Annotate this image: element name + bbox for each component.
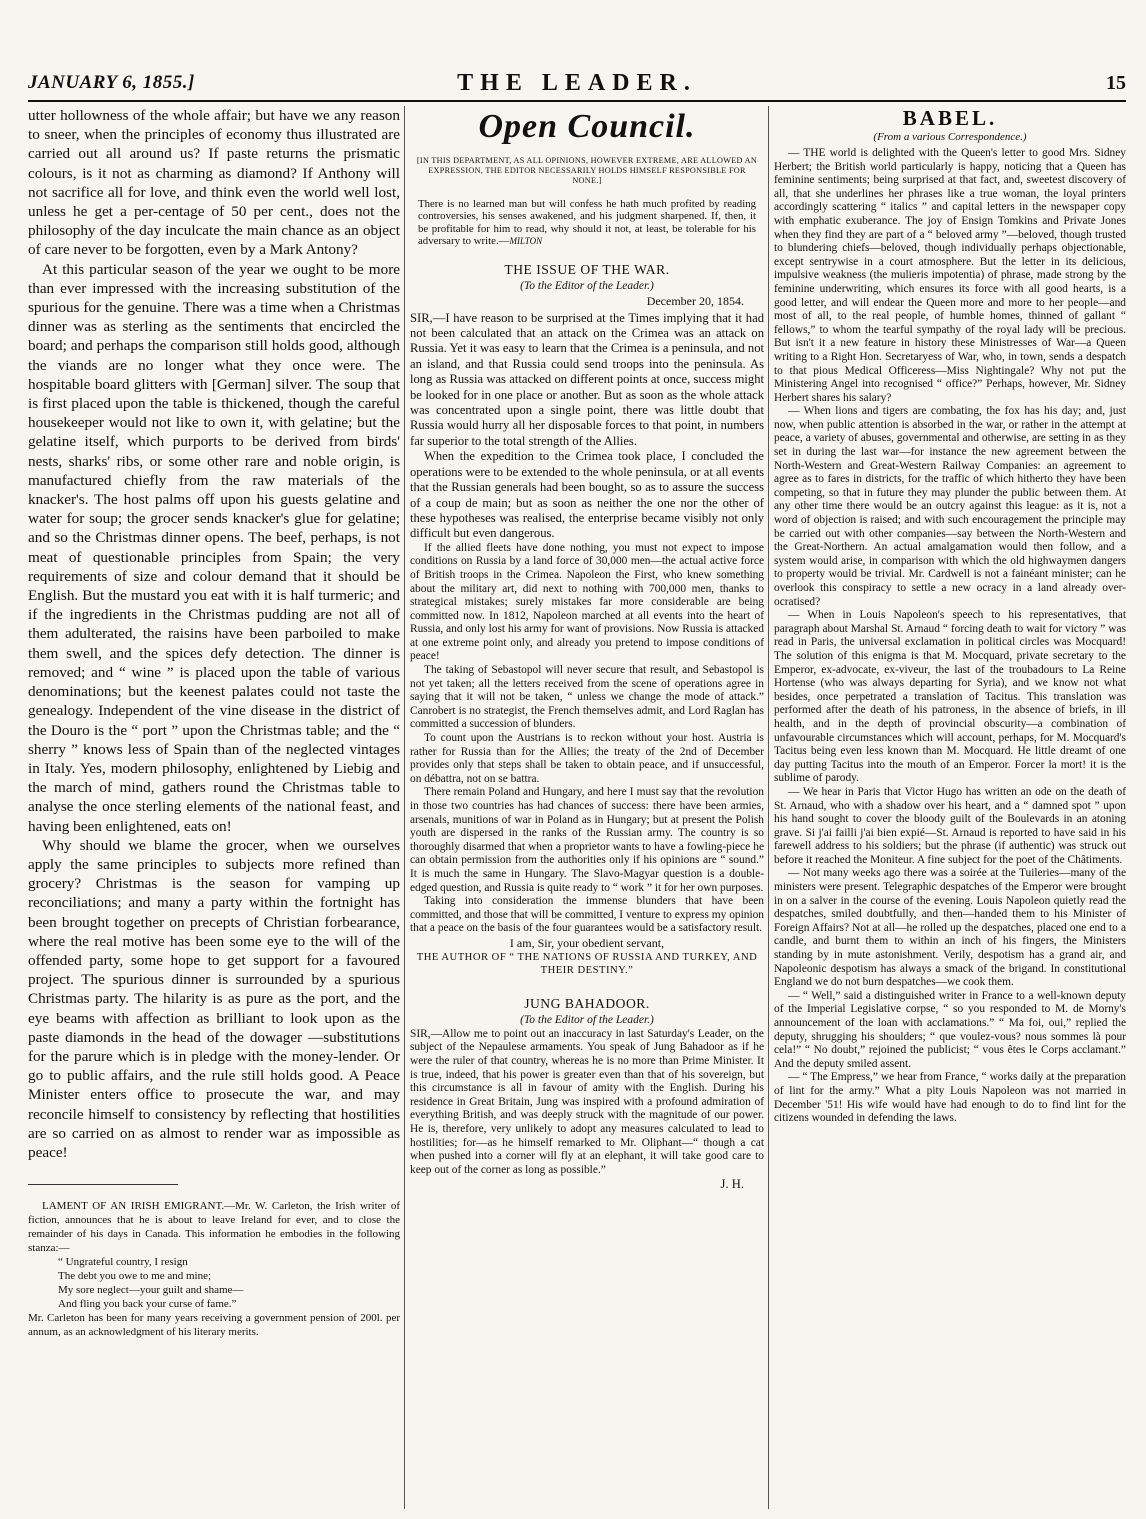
column-middle — [410, 106, 764, 1511]
paragraph: SIR,—Allow me to point out an inaccuracy in last Saturday's Leader, on the subject of the Nepaulese armaments. You speak of Jung Bahadoor as if he were the ruler of that country, whereas he is no more than Prime Minister. It is true, indeed, that his power is greater even than that of his sovereign, but this circumstance is all in favour of amity with the English. During his residence in Great Britain, Jung was inspired with a profound admiration of everything British, and was deeply struck with the magnitude of our power. He is, therefore, very unlikely to adopt any measures calculated to lead to hostilities; for—as he himself remarked to Mr. Oliphant—“ though a cat when pushed into a corner will fly at an elephant, it will take good care to keep out of the corner as long as possible.” — [410, 1027, 764, 1176]
lament-intro: LAMENT OF AN IRISH EMIGRANT.—Mr. W. Carleton, the Irish writer of fiction, announces that he is about to leave Ireland for ever, and to close the remainder of his days in Canada. This information he embodies in the following stanza:— — [28, 1200, 400, 1255]
lament-notice — [28, 1199, 400, 1339]
letter-body — [410, 1028, 764, 1178]
article-subtitle: (To the Editor of the Leader.) — [520, 1013, 654, 1026]
page-number: 15 — [1106, 72, 1126, 94]
column-left — [28, 106, 400, 1511]
paragraph: Taking into consideration the immense blunders that have been committed, and those that will be committed, I venture to express my opinion that a peace on the basis of the four guarantees would be a satisfactory result. — [410, 895, 764, 935]
paragraph: — “ Well,” said a distinguished writer in France to a well-known deputy of the Imperial Legislative corpse, “ so you responded to M. de Morny's announcement of the loan with acclamations.” “ Ma foi, oui,” replied the deputy, shrugging his shoulders; “ que voulez-vous? nous sommes là pour cela!” “ No doubt,” rejoined the publicist; “ vous êtes le Corps acclamant.” And the deputy smiled assent. — [774, 989, 1126, 1070]
paragraph: — We hear in Paris that Victor Hugo has written an ode on the death of St. Arnaud, who with a shadow over his heart, and a “ damned spot ” upon his hand sought to cover the bloody guilt of the Boulevards in an atoning grave. Si j'ai failli j'ai bien expié—St. Arnaud is reported to have said in his farewell address to his soldiers; but the phrase (if authentic) was struck out before it reached the Moniteur. A fine subject for the poet of the Châtiments. — [774, 785, 1126, 866]
paragraph: — “ The Empress,” we hear from France, “ works daily at the preparation of lint for the army.” What a pity Louis Napoleon was not married in December '51! His wife would have had enough to do to find lint for the citizens wounded in defending the laws. — [774, 1071, 1126, 1125]
editorial-disclaimer: [IN THIS DEPARTMENT, AS ALL OPINIONS, HOWEVER EXTREME, ARE ALLOWED AN EXPRESSION, THE EDITOR NECESSARILY HOLDS HIMSELF RESPONSIBLE FOR NONE.] — [416, 156, 758, 185]
verse-line: My sore neglect—your guilt and shame— — [58, 1284, 244, 1297]
article-title: THE ISSUE OF THE WAR. — [504, 261, 670, 277]
letter-date: December 20, 1854. — [646, 293, 744, 308]
epigraph-attribution: MILTON — [509, 236, 543, 247]
paragraph: At this particular season of the year we ought to be more than ever impressed with the increasing substitution of the spurious for the genuine. There was a time when a Christmas dinner was as sterling as the sentiments that encircled the board; and perhaps the comparison still holds good, although the viands are no longer what they once were. The hospitable board glitters with [German] silver. The soup that is first placed upon the table is thickened, though the careful housekeeper would not like to own it, with gelatine; but the gelatine itself, which purports to be derived from birds' nests, sharks' ribs, or some other rare and noble origin, is manufactured chiefly from the raw materials of the knacker's. The host palms off upon his guests gelatine and water for soup; the grocer sends knacker's glue for gelatine; and so the Christmas dinner opens. The beef, perhaps, is not meat of questionable principles from Spain; the very requirements of size and colour demand that it should be English. But the mustard you eat with it is half turmeric; and if the ingredients in the Christmas pudding are not all of them adulterated, the raisins have been parboiled to make them swell, and the spices defy detection. The dinner is removed; and “ wine ” is placed upon the table of various denominations; but the keenest palates could not taste the genealogy. Independent of the vine disease in the district of the Douro is the “ port ” upon the Christmas table; and the “ sherry ” knows less of Spain than of the neglected vintages in Italy. Yes, modern philosophy, enlightened by Liebig and the march of mind, gathers round the Christmas table to analyse the once sterling elements of the national feast, and having been enlightened, eats on! — [28, 260, 400, 835]
paragraph: There remain Poland and Hungary, and here I must say that the revolution in those two countries has had chances of success: there have been armies, arsenals, munitions of war in Poland as in Hungary; but at present the Polish youth are dispersed in the ranks of the Russian army. The country is so thoroughly disarmed that when a proprietor wants to have a fowling-piece he can obtain permission from the authorities only if his opinions are “ sound.” It is much the same in Hungary. The Slavo-Magyar question is a double-edged question, and Russia is quite ready to “ work ” it for her own purposes. — [410, 786, 764, 894]
section-subtitle: (From a various Correspondence.) — [873, 131, 1027, 143]
paragraph: — When in Louis Napoleon's speech to his representatives, that paragraph about Marshal St. Arnaud “ forcing death to wait for victory ” was read in Paris, the universal exclamation in political circles was Mocquard! The solution of this enigma is that M. Mocquard, private secretary to the Emperor, ex-advocate, ex-viveur, the last of the troubadours to La Reine Hortense (who was always departing for Syria), and we know not what besides, once perpetrated a translation of Tacitus. This translation was performed after the death of his patroness, in the absence of briefs, in ill health, and in the depth of provincial obscurity—a combination of unfavourable circumstances which will account, perhaps, for M. Mocquard's Tacitus being even less known than M. Mocquard. He little dreamt of one day putting Tacitus into the mouth of an Emperor. Forcer la mort! it is the sublime of parody. — [774, 609, 1126, 785]
section-title-babel: BABEL. — [902, 106, 998, 130]
masthead — [28, 66, 1126, 102]
letter-body-continued — [410, 542, 764, 936]
babel-items — [774, 147, 1126, 1126]
letter-body — [410, 311, 764, 542]
paragraph: If the allied fleets have done nothing, you must not expect to impose conditions on Russia by a land force of 30,000 men—the actual active force of British troops in the Crimea. Napoleon the First, who knew something about the military art, did next to nothing with 700,000 men, thanks to strategical mistakes; surely mistakes far more considerable are being committed now. In 1812, Napoleon marched at all events into the heart of Russia, and only lost his army for want of provisions. Now Russia is attacked at one extreme point only, and already you pretend to impose conditions of peace! — [410, 541, 764, 663]
paragraph: — Not many weeks ago there was a soirée at the Tuileries—many of the ministers were present. Telegraphic despatches of the Emperor were brought in on a salver in the course of the evening. Louis Napoleon quietly read the despatches, smiled doubtfully, and then—handed them to his Minister of Foreign Affairs? Not at all—he rolled up the despatches, placed one end to a candle, and burnt them to within an inch of his fingers, the Ministers standing by in mute astonishment. Verily, despotism has a grand air, and Napoleonic despotism has always a smack of the brigand. In constitutional England we do not burn despatches—we cook them. — [774, 867, 1126, 989]
epigraph-text: There is no learned man but will confess he hath much profited by reading controversies, his senses awakened, and his judgment sharpened. If, then, it be profitable for him to read, why should it not, at least, be tolerable for his adversary to write.— — [418, 198, 756, 248]
lament-note: Mr. Carleton has been for many years receiving a government pension of 200l. per annum, as an acknowledgment of his literary merits. — [28, 1312, 400, 1339]
column-rule — [768, 106, 769, 1509]
paragraph: To count upon the Austrians is to reckon without your host. Austria is rather for Russia than for the Allies; the treaty of the 2nd of December provides only that steps shall be taken to obtain peace, and if unsuccessful, on débattra, not on se battra. — [410, 732, 764, 785]
verse-line: The debt you owe to me and mine; — [58, 1270, 212, 1283]
verse-line: And fling you back your curse of fame.” — [58, 1298, 237, 1311]
section-divider — [28, 1184, 178, 1185]
column-right — [774, 106, 1126, 1511]
paragraph: The taking of Sebastopol will never secure that result, and Sebastopol is not yet taken; all the letters received from the scene of operations agree in saying that it will not be taken, “ unless we change the mode of attack.” Canrobert is no strategist, the French themselves admit, and Lord Raglan has committed a succession of blunders. — [410, 664, 764, 731]
milton-epigraph — [418, 198, 756, 248]
letter-signature: J. H. — [720, 1177, 744, 1192]
column-rule — [404, 106, 405, 1509]
letter-signoff: I am, Sir, your obedient servant, — [509, 935, 665, 950]
letter-author: THE AUTHOR OF “ THE NATIONS OF RUSSIA AND TURKEY, AND THEIR DESTINY.” — [416, 951, 758, 977]
article-title: JUNG BAHADOOR. — [524, 995, 650, 1011]
verse-line: “ Ungrateful country, I resign — [58, 1256, 188, 1269]
paragraph: Why should we blame the grocer, when we ourselves apply the same principles to subjects more refined than grocery? Christmas is the season for vamping up reconciliations; and many a party within the fortnight has been brought together on precepts of Christian forbearance, where the real motive has been some eye to the will of the offended party, some hope to get support for a favoured project. The spurious dinner is surrounded by a spurious Christmas party. The hilarity is as pure as the port, and the eye beams with affection as brilliant to look upon as the paste diamonds in the head of the dowager —substitutions for the parure which is in pledge with the money-lender. Or go to public affairs, and the rule still holds good. A Peace Minister enters office to prosecute the war, and may reconcile himself to consistency by reflecting that hostilities are so carried on as almost to render war as impossible as peace! — [28, 836, 400, 1161]
paragraph: When the expedition to the Crimea took place, I concluded the operations were to be extended to the whole peninsula, or at all events that the Russian generals had been bought, so as to assure the success of a coup de main; but as soon as neither the one nor the other of these hypotheses was realised, the enterprise became visibly not only difficult but even dangerous. — [410, 449, 764, 541]
paragraph: — THE world is delighted with the Queen's letter to good Mrs. Sidney Herbert; the British world particularly is happy, noticing that a Queen has feminine sentiments; being surprised at that fact, and, sweetest discovery of all, that she underlines her phrases like a true woman, the loyal printers accordingly scattering “ italics ” and capital letters in the newspaper copy with emphatic exuberance. The joy of Ensign Tomkins and Private Jones when they find they are part of a “ beloved army ”—beloved, though trusted to blundering chiefs—beloved, though individually perhaps objectionable, except sentrywise in a court atmosphere. But the letter in its delicious, impulsive weakness (the mulieris impotentia) of phrase, made strong by the feminine underwriting, which ensures its force with all good hearts, is a good letter, and will endear the Queen more and more to her people—and most of all, to the real people, of humble homes, thinned of gallant “ fellows,” to whom the tearful sympathy of the royal lady will be precious. But isn't it a new feature in history these Ministresses of War—a Queen writing to a Right Hon. Secretaryess of War, who, in town, sends a despatch to that pious Medical Officeress—Miss Nightingale? Why not put the Ministering Angel into recognised “ office?” Perhaps, however, Mr. Sidney Herbert shares his salary? — [774, 147, 1126, 404]
paragraph: utter hollowness of the whole affair; but have we any reason to sneer, when the principles of economy thus illustrated are carried out all around us? If paste returns the prismatic colours, is it not as charming as diamond? If Anthony will not sacrifice all for love, and think even the world well lost, unless he get a per-centage of 50 per cent., does not the philosophy of the day inculcate the main chance as an object of care never to be forgotten, even by a Mark Antony? — [28, 107, 400, 259]
issue-date: JANUARY 6, 1855.] — [28, 72, 195, 93]
editorial-article — [28, 106, 400, 1162]
article-subtitle: (To the Editor of the Leader.) — [520, 279, 654, 292]
section-title-open-council: Open Council. — [478, 108, 696, 145]
verse — [58, 1255, 400, 1311]
paragraph: SIR,—I have reason to be surprised at the Times implying that it had not been calculated that an attack on the Crimea was an attack on Russia. Yet it was easy to learn that the Crimea is a peninsula, and not an island, and that Russia could send troops into the peninsula. As long as Russia was attacked on different points at once, success might be looked for in one place or another. But as soon as the whole attack was concentrated upon a single point, there was little doubt that Russia would hurry all her disposable forces to that point, in numbers far superior to the total strength of the Allies. — [410, 310, 764, 448]
paragraph: — When lions and tigers are combating, the fox has his day; and, just now, when public attention is absorbed in the war, or rather in the attempt at peace, a variety of abuses, governmental and otherwise, are setting in as they set in during the last war—for instance the new agreement between the North-Western and Great-Western Railway Companies: an agreement to agree as to fares in districts, for the traffic of which hitherto they have been competing, so that in future they may plunder the public between them. At any other time there would be an outcry against this league: as it is, not a word of objection is raised; and with such encouragement the principle may be carried out with other companies—say between the North-Western and the Great-Northern. An actual amalgamation would then follow, and a system would arise, in comparison with which the old highwaymen dangers to property would be trivial. Mr. Cardwell is not a fainéant minister; can he overlook this conspiracy to settle a new ocracy in a land already over-ocratised? — [774, 405, 1126, 608]
newspaper-title: THE LEADER. — [457, 70, 697, 96]
